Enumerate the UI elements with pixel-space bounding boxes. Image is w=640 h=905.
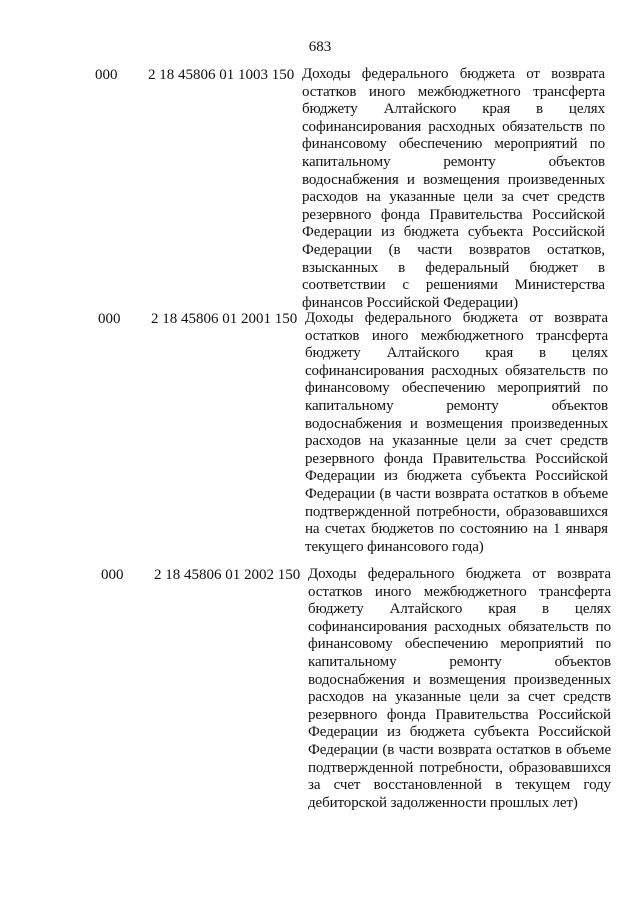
income-description: Доходы федерального бюджета от возврата остатков иного межбюджетного трансферта бюджету Алтайского края в целях софинансирования расходных обязательств по финансовому обеспечению мероприятий по капитальному ремонту объектов водоснабжения и возмещения произведенных расходов на указанные цели за счет средств резервного фонда Правительства Российской Федерации из бюджета субъекта Российской Федерации (в части возврата остатков в объеме подтвержденной потребности, образовавшихся за счет восстановленной в текущем году дебиторской задолженности прошлых лет) xyxy=(308,566,611,811)
admin-code: 000 xyxy=(101,567,124,583)
kbk-code: 2 18 45806 01 2001 150 xyxy=(151,311,298,327)
kbk-code: 2 18 45806 01 1003 150 xyxy=(148,67,295,83)
admin-code: 000 xyxy=(98,311,121,327)
admin-code: 000 xyxy=(95,67,118,83)
page-number: 683 xyxy=(308,39,332,55)
income-description: Доходы федерального бюджета от возврата остатков иного межбюджетного трансферта бюджету Алтайского края в целях софинансирования расходных обязательств по финансовому обеспечению мероприятий по капитальному ремонту объектов водоснабжения и возмещения произведенных расходов на указанные цели за счет средств резервного фонда Правительства Российской Федерации из бюджета субъекта Российской Федерации (в части возврата остатков в объеме подтвержденной потребности, образовавшихся на счетах бюджетов по состоянию на 1 января текущего финансового года) xyxy=(305,310,608,555)
income-description: Доходы федерального бюджета от возврата остатков иного межбюджетного трансферта бюджету Алтайского края в целях софинансирования расходных обязательств по финансовому обеспечению мероприятий по капитальному ремонту объектов водоснабжения и возмещения произведенных расходов на указанные цели за счет средств резервного фонда Правительства Российской Федерации из бюджета субъекта Российской Федерации (в части возвратов остатков, взысканных в федеральный бюджет в соответствии с решениями Министерства финансов Российской Федерации) xyxy=(302,66,605,311)
kbk-code: 2 18 45806 01 2002 150 xyxy=(154,567,301,583)
